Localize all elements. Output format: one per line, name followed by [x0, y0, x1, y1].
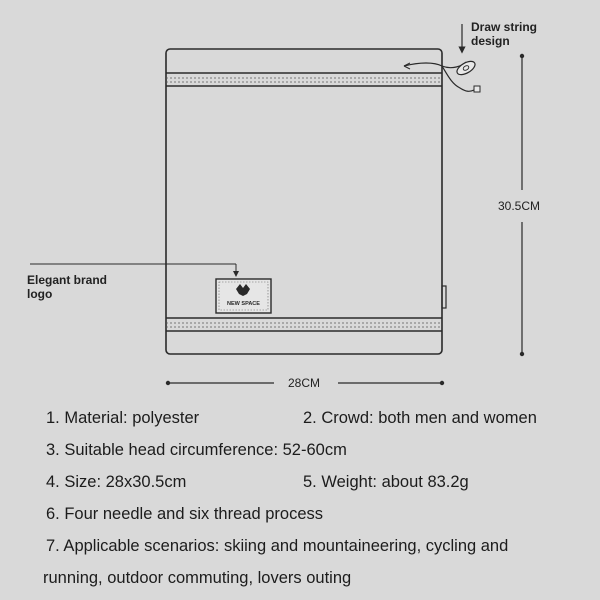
neck-gaiter-outline: [166, 49, 442, 354]
brand-logo-patch: [216, 279, 271, 313]
spec-row-6: [43, 564, 583, 596]
drawstring-label-line1: Draw string: [471, 20, 538, 34]
spec-row-3: [46, 468, 586, 500]
spec-row-4: [46, 500, 586, 532]
spec-size: 4. Size: 28x30.5cm: [46, 473, 187, 491]
spec-head-circumference: 3. Suitable head circumference: 52-60cm: [46, 441, 347, 459]
spec-weight: 5. Weight: about 83.2g: [303, 473, 469, 491]
height-dimension-label: 30.5CM: [498, 199, 541, 213]
logo-label-line1: Elegant brand: [27, 273, 108, 287]
spec-scenarios-continued: running, outdoor commuting, lovers outing: [43, 569, 352, 587]
spec-process: 6. Four needle and six thread process: [46, 505, 323, 523]
logo-label-line2: logo: [27, 287, 53, 301]
drawstring-label-line2: design: [471, 34, 510, 48]
spec-row-1: [46, 404, 586, 436]
spec-crowd: 2. Crowd: both men and women: [303, 409, 537, 427]
logo-callout-label: [27, 273, 107, 301]
drawstring-callout-label: [471, 20, 537, 48]
spec-row-5: [46, 532, 586, 564]
spec-list: [43, 404, 586, 596]
top-hem-band: [166, 73, 442, 86]
logo-patch-text: NEW SPACE: [227, 301, 260, 307]
spec-row-2: [46, 436, 586, 468]
bottom-hem-band: [166, 318, 442, 331]
spec-scenarios: 7. Applicable scenarios: skiing and mountaineering, cycling and: [46, 537, 509, 555]
width-dimension-label: 28CM: [288, 376, 321, 390]
spec-material: 1. Material: polyester: [46, 409, 200, 427]
